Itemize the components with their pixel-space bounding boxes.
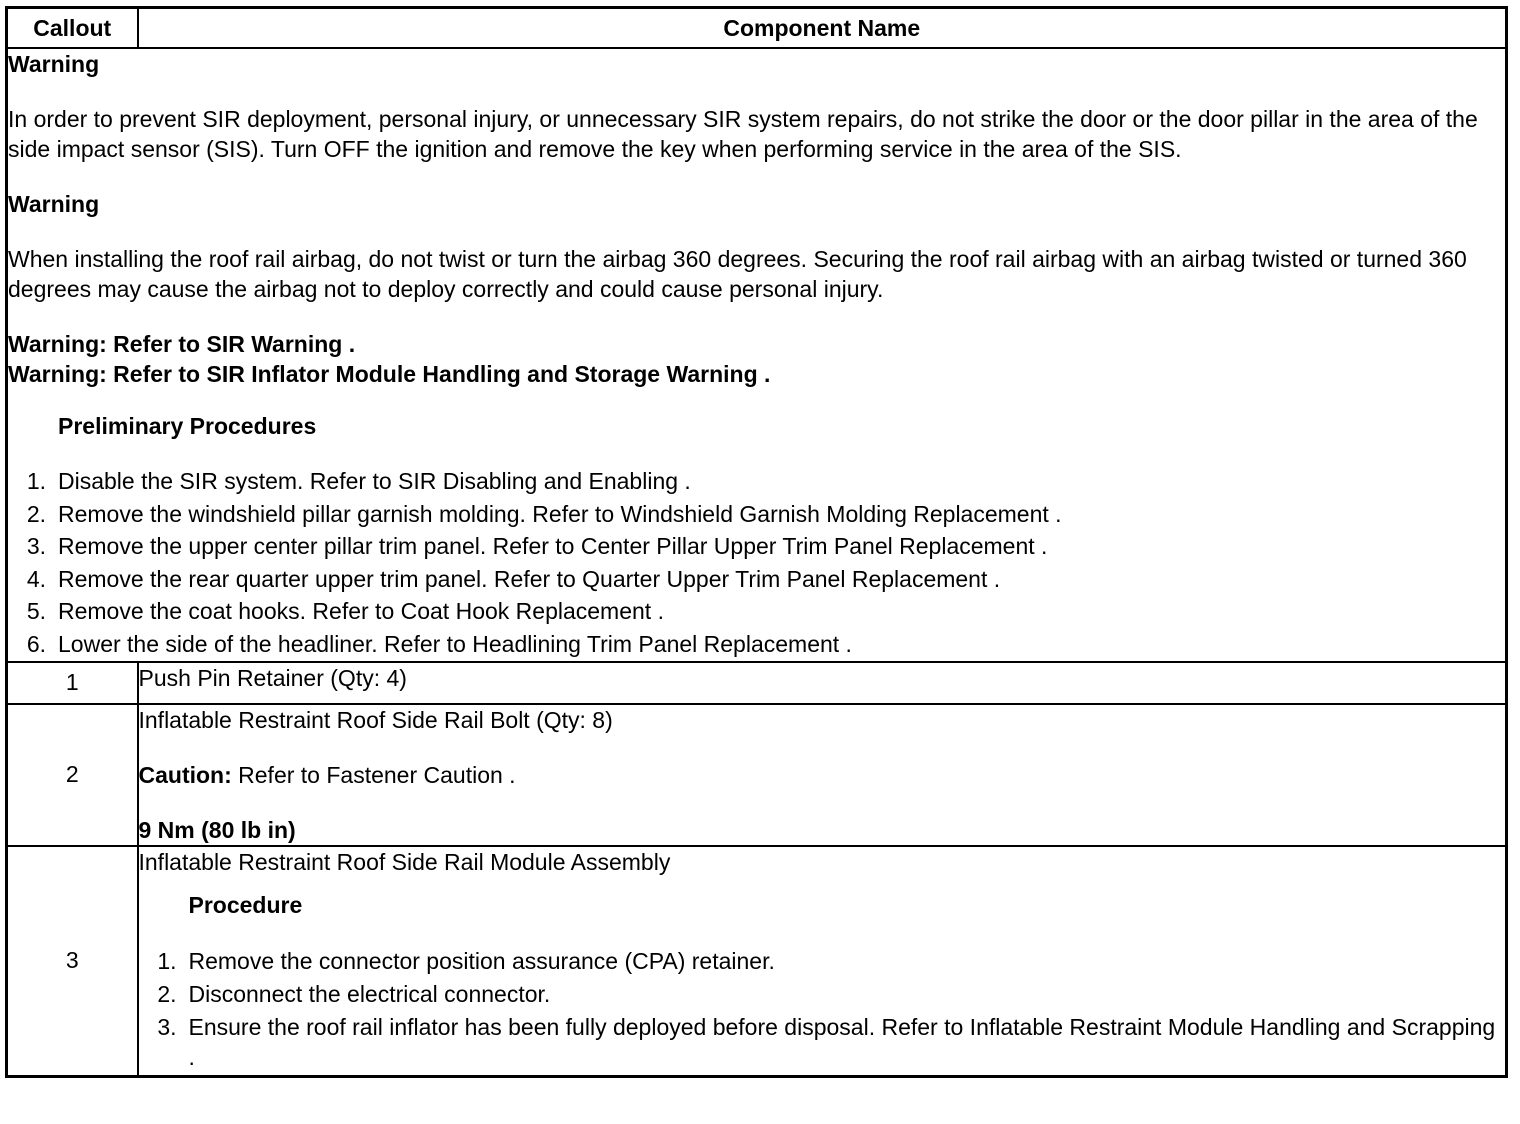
- table-row: [7, 704, 1507, 846]
- step-text[interactable]: Remove the rear quarter upper trim panel. Refer to Quarter Upper Trim Panel Replacement .: [58, 565, 1001, 592]
- step-text[interactable]: Remove the windshield pillar garnish molding. Refer to Windshield Garnish Molding Replacement .: [58, 500, 1062, 527]
- preliminary-procedures-title: Preliminary Procedures: [58, 413, 317, 439]
- step-text[interactable]: Disable the SIR system. Refer to SIR Disabling and Enabling .: [58, 468, 691, 494]
- warning-title: Warning: [8, 51, 100, 77]
- procedure-step: 3. Ensure the roof rail inflator has been fully deployed before disposal. Refer to Inflatable Restraint Module Handling and Scrapping .: [157, 1013, 1496, 1070]
- warning-text: In order to prevent SIR deployment, personal injury, or unnecessary SIR system repairs, do not strike the door or the door pillar in the area of the side impact sensor (SIS). Turn OFF the ignition and remove the key when performing service in the area of the SIS.: [8, 106, 1478, 162]
- torque-spec: 9 Nm (80 lb in): [138, 816, 296, 843]
- procedure-title: Procedure: [188, 891, 303, 918]
- callout-number: 1: [7, 662, 138, 704]
- step-text: Remove the connector position assurance (CPA) retainer.: [188, 947, 775, 974]
- step-text: Disconnect the electrical connector.: [188, 980, 551, 1007]
- warning-reference-link[interactable]: Warning: Refer to SIR Inflator Module Handling and Storage Warning .: [8, 361, 771, 387]
- caution-reference-link[interactable]: Refer to Fastener Caution .: [231, 761, 516, 788]
- preliminary-step: 3. Remove the upper center pillar trim panel. Refer to Center Pillar Upper Trim Panel Replacement .: [26, 533, 1048, 560]
- component-name: Inflatable Restraint Roof Side Rail Module Assembly: [138, 848, 671, 875]
- preliminary-step: 4. Remove the rear quarter upper trim panel. Refer to Quarter Upper Trim Panel Replacement .: [26, 565, 1001, 592]
- header-row: [7, 8, 1507, 49]
- procedure-table: [5, 6, 1508, 1078]
- component-cell: [138, 846, 1507, 1077]
- component-name: Inflatable Restraint Roof Side Rail Bolt (Qty: 8): [138, 706, 613, 733]
- step-text[interactable]: Remove the coat hooks. Refer to Coat Hook Replacement .: [58, 598, 664, 625]
- callout-number: 3: [7, 846, 138, 1077]
- step-text[interactable]: Remove the upper center pillar trim panel. Refer to Center Pillar Upper Trim Panel Replacement .: [58, 533, 1048, 560]
- warning-section: [7, 48, 1507, 662]
- table-row: [7, 662, 1507, 704]
- preliminary-step: 5. Remove the coat hooks. Refer to Coat Hook Replacement .: [26, 598, 664, 625]
- callout-header: Callout: [7, 8, 138, 49]
- procedure-steps-list: [139, 946, 1506, 1072]
- component-name-header: Component Name: [138, 8, 1507, 49]
- procedure-step: 2. Disconnect the electrical connector.: [157, 980, 551, 1007]
- preliminary-step: 2. Remove the windshield pillar garnish molding. Refer to Windshield Garnish Molding Replacement .: [26, 500, 1062, 527]
- step-text[interactable]: Ensure the roof rail inflator has been fully deployed before disposal. Refer to Inflatable Restraint Module Handling and Scrapping .: [188, 1013, 1496, 1070]
- component-cell: [138, 704, 1507, 846]
- step-text[interactable]: Lower the side of the headliner. Refer to Headlining Trim Panel Replacement .: [58, 630, 852, 657]
- caution-label: Caution:: [138, 761, 232, 788]
- warning-text: When installing the roof rail airbag, do not twist or turn the airbag 360 degrees. Securing the roof rail airbag with an airbag twisted or turned 360 degrees may cause the airbag not to deploy correctly and could cause personal injury.: [8, 246, 1467, 302]
- component-name: Push Pin Retainer (Qty: 4): [138, 662, 1507, 704]
- caution-line: [139, 760, 1506, 790]
- preliminary-step: 6. Lower the side of the headliner. Refer to Headlining Trim Panel Replacement .: [26, 630, 852, 657]
- warning-reference-link[interactable]: Warning: Refer to SIR Warning .: [8, 331, 356, 357]
- table-row: [7, 846, 1507, 1077]
- warning-title: Warning: [8, 191, 100, 217]
- preliminary-steps-list: [8, 465, 1505, 661]
- callout-number: 2: [7, 704, 138, 846]
- procedure-step: 1. Remove the connector position assurance (CPA) retainer.: [157, 947, 775, 974]
- preliminary-step: 1. Disable the SIR system. Refer to SIR Disabling and Enabling .: [26, 468, 691, 494]
- warning-row: [7, 48, 1507, 662]
